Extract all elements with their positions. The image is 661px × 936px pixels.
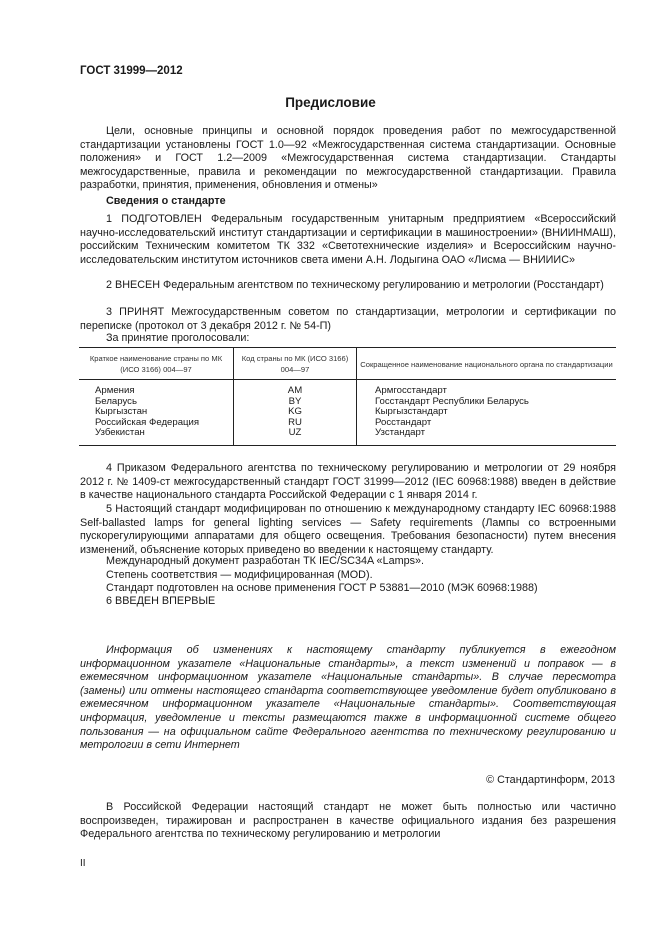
item-1	[80, 213, 616, 267]
body-cell: Росстандарт	[357, 418, 617, 429]
item-5	[80, 503, 616, 557]
item-3	[80, 306, 616, 333]
rights-text: В Российской Федерации настоящий стандарт не может быть полностью или частично воспроизведен, тиражирован и распространен в качестве официального издания без разрешения Федерального агентства по техническому регулированию и метрологии	[80, 801, 616, 841]
item-1-text: 1 ПОДГОТОВЛЕН Федеральным государственным унитарным предприятием «Всероссийский научно-исследовательский институт стандартизации и сертификации в машиностроении» (ВНИИНМАШ), российским Техническим комитетом ТК 332 «Светотехнические изделия» и Всероссийским научно-исследовательским институтом источников света имени А.Н. Лодыгина ОАО «Лисма — ВНИИИС»	[80, 213, 616, 266]
notice-paragraph	[80, 644, 616, 753]
table-row	[79, 407, 616, 418]
item-5-text: 5 Настоящий стандарт модифицирован по отношению к международному стандарту IEC 60968:1988 Self-ballasted lamps for general lighting services — Safety requirements (Лампы со встроенными пускорегулирующими аппаратами для общего освещения. Требования безопасности) путем внесения изменений, объяснение которых приведено во введении к настоящему стандарту.	[80, 503, 616, 556]
item-3-text: 3 ПРИНЯТ Межгосударственным советом по стандартизации, метрологии и сертификации по переписке (протокол от 3 декабря 2012 г. № 54-П)	[80, 306, 616, 332]
table-header-body: Сокращенное наименование национального органа по стандартизации	[357, 348, 617, 380]
table-header-country: Краткое наименование страны по МК (ИСО 3166) 004—97	[79, 348, 234, 380]
info-heading: Сведения о стандарте	[106, 195, 226, 207]
country-cell: Армения	[95, 385, 135, 396]
country-cell: Кыргызстан	[95, 406, 148, 417]
rights-paragraph	[80, 801, 616, 842]
country-cell: Беларусь	[95, 395, 137, 407]
item-4-text: 4 Приказом Федерального агентства по техническому регулированию и метрологии от 29 ноября 2012 г. № 1409-ст межгосударственный стандарт ГОСТ 31999—2012 (IEC 60968:1988) введен в действие в качестве национального стандарта Российской Федерации с 1 января 2014 г.	[80, 462, 616, 502]
prepared-line	[80, 582, 616, 596]
table-row	[79, 428, 616, 445]
code-cell: KG	[234, 407, 357, 418]
item-6-text: 6 ВВЕДЕН ВПЕРВЫЕ	[106, 595, 216, 607]
degree-text: Степень соответствия — модифицированная (MOD).	[106, 569, 373, 581]
intl-doc-text: Международный документ разработан ТК IEC/SC34A «Lamps».	[106, 555, 424, 567]
intl-doc-line	[80, 555, 616, 569]
table-row	[79, 418, 616, 429]
body-cell: Узстандарт	[357, 428, 617, 445]
table-row	[79, 380, 616, 397]
notice-text: Информация об изменениях к настоящему стандарту публикуется в ежегодном информационном указателе «Национальные стандарты», а текст изменений и поправок — в ежемесячном информационном указателе «Национальные стандарты». В случае пересмотра (замены) или отмены настоящего стандарта соответствующее уведомление будет опубликовано в ежемесячном информационном указателе «Национальные стандарты». Соответствующая информация, уведомление и тексты размещаются также в информационной системе общего пользования — на официальном сайте Федерального агентства по техническому регулированию и метрологии в сети Интернет	[80, 644, 616, 752]
intro-text: Цели, основные принципы и основной порядок проведения работ по межгосударственной стандартизации установлены ГОСТ 1.0—92 «Межгосударственная система стандартизации. Основные положения» и ГОСТ 1.2—2009 «Межгосударственная система стандартизации. Стандарты межгосударственные, правила и рекомендации по межгосударственной стандартизации. Правила разработки, принятия, применения, обновления и отмены»	[80, 125, 616, 192]
table-header-row	[79, 348, 616, 380]
code-cell: BY	[234, 397, 357, 408]
item-4	[80, 462, 616, 503]
page-number: II	[80, 858, 86, 869]
body-cell: Госстандарт Республики Беларусь	[357, 397, 617, 408]
code-cell: AM	[234, 380, 357, 397]
page-title: Предисловие	[285, 95, 376, 110]
voted-label-text: За принятие проголосовали:	[106, 332, 250, 344]
voting-table	[79, 347, 616, 446]
body-cell: Кыргызстандарт	[357, 407, 617, 418]
item-2-text: 2 ВНЕСЕН Федеральным агентством по техническому регулированию и метрологии (Росстандарт)	[106, 279, 604, 291]
prepared-text: Стандарт подготовлен на основе применения ГОСТ Р 53881—2010 (МЭК 60968:1988)	[106, 582, 538, 594]
body-cell: Армгосстандарт	[357, 380, 617, 397]
country-cell: Узбекистан	[79, 428, 234, 445]
code-cell: RU	[234, 418, 357, 429]
intro-paragraph	[80, 125, 616, 193]
copyright-line: © Стандартинформ, 2013	[486, 774, 615, 786]
table-header-code: Код страны по МК (ИСО 3166) 004—97	[234, 348, 357, 380]
code-cell: UZ	[234, 428, 357, 445]
country-cell: Российская Федерация	[95, 416, 200, 428]
item-2	[80, 279, 616, 293]
document-header: ГОСТ 31999—2012	[80, 65, 183, 77]
item-6	[80, 595, 616, 609]
table-row	[79, 397, 616, 408]
degree-line	[80, 569, 616, 583]
voted-label	[80, 332, 616, 346]
